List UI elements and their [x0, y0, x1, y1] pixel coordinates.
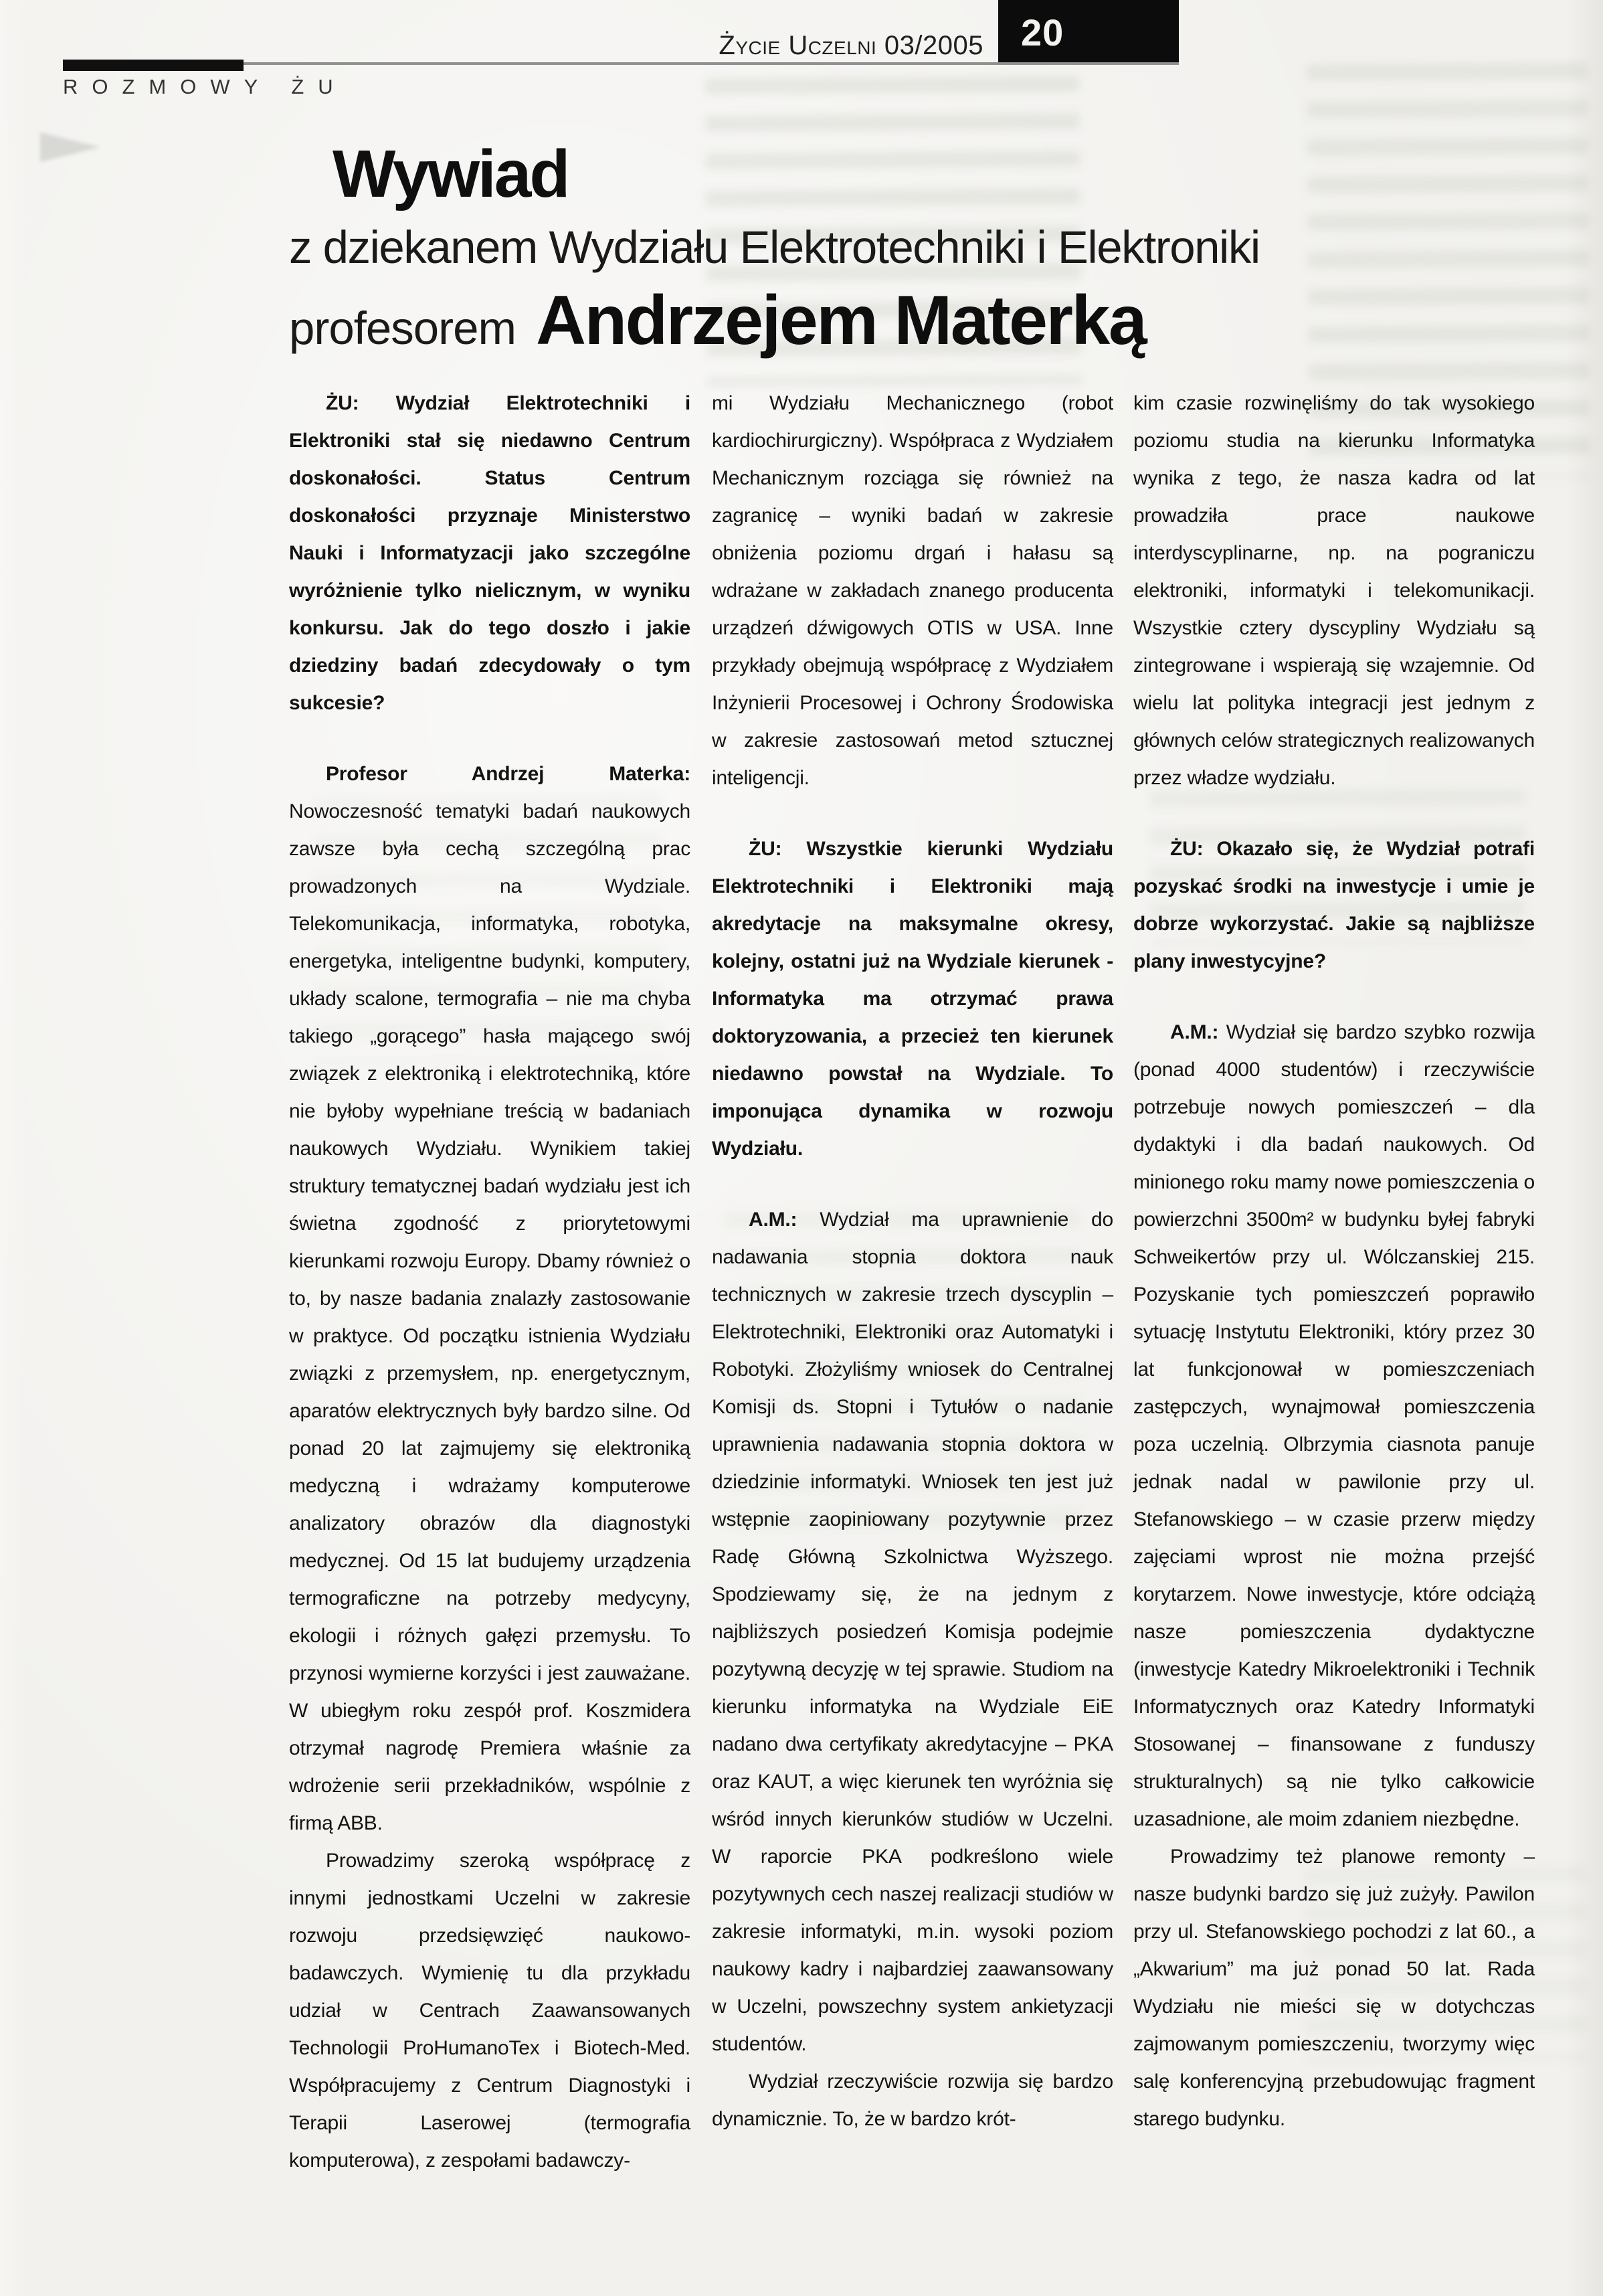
paragraph: kim czasie rozwinęliśmy do tak wysokiego poziomu studia na kierunku Informatyka wynika z tego, że nasza kadra od lat prowadziła prace naukowe interdyscyplinarne, np. na pograniczu elektroniki, informatyki i telekomunikacji. Wszystkie cztery dyscypliny Wydziału są zintegrowane i wspierają się wzajemnie. Od wielu lat polityka integracji jest jednym z głównych celów strategicznych realizowanych przez władze wydziału. [1133, 392, 1535, 789]
speaker-label: A.M.: [749, 1209, 820, 1231]
paragraph: Profesor Andrzej Materka: Nowoczesność tematyki badań naukowych zawsze była cechą szczególną prac prowadzonych na Wydziale. Telekomunikacja, informatyka, robotyka, energetyka, inteligentne budynki, komputery, układy scalone, termografia – nie ma chyba takiego „gorącego” hasła mającego swój związek z elektroniką i elektrotechniką, które nie byłoby wypełniane treścią w badaniach naukowych Wydziału. Wynikiem takiej struktury tematycznej badań wydziału jest ich świetna zgodność z priorytetowymi kierunkami rozwoju Europy. Dbamy również o to, by nasze badania znalazły zastosowanie w praktyce. Od początku istnienia Wydziału związki z przemysłem, np. energetycznym, aparatów elektrycznych były bardzo silne. Od ponad 20 lat zajmujemy się elektroniką medyczną i wdrażamy komputerowe analizatory obrazów dla diagnostyki medycznej. Od 15 lat budujemy urządzenia termograficzne na potrzeby medycyny, ekologii i różnych gałęzi przemysłu. To przynosi wymierne korzyści i jest zauważane. W ubiegłym roku zespół prof. Koszmidera otrzymał nagrodę Premiera właśnie za wdrożenie serii przekładników, wspólnie z firmą ABB. [289, 763, 690, 1834]
paragraph: ŻU: Okazało się, że Wydział potrafi pozyskać środki na inwestycje i umie je dobrze wykorzystać. Jakie są najbliższe plany inwestycyjne? [1133, 838, 1535, 972]
page-number-box [998, 0, 1179, 65]
article-title-line3 [289, 281, 1145, 361]
text-column-1 [289, 385, 690, 2180]
paragraph: A.M.: Wydział się bardzo szybko rozwija (ponad 4000 studentów) i rzeczywiście potrzebuje nowych pomieszczeń – dla dydaktyki i dla badań naukowych. Od minionego roku mamy nowe pomieszczenia o powierzchni 3500m² w budynku byłej fabryki Schweikertów przy ul. Wólczanskiej 215. Pozyskanie tych pomieszczeń poprawiło sytuację Instytutu Elektroniki, który przez 30 lat funkcjonował w pomieszczeniach zastępczych, wynajmował pomieszczenia poza uczelnią. Olbrzymia ciasnota panuje jednak nadal w pawilonie przy ul. Stefanowskiego – w czasie przerw między zajęciami wprost nie można przejść korytarzem. Nowe inwestycje, które odciążą nasze pomieszczenia dydaktyczne (inwestycje Katedry Mikroelektroniki i Technik Informatycznych oraz Katedry Informatyki Stosowanej – finansowane z funduszy strukturalnych) są nie tylko całkowicie uzasadnione, ale moim zdaniem niezbędne. [1133, 1021, 1535, 1830]
header-rule [241, 62, 1179, 65]
section-divider-bar [63, 60, 244, 71]
paragraph: Wydział rzeczywiście rozwija się bardzo dynamicznie. To, że w bardzo krót- [712, 2070, 1113, 2130]
scan-corner-artifact [40, 133, 100, 162]
page-number: 20 [1021, 11, 1064, 54]
paragraph: ŻU: Wszystkie kierunki Wydziału Elektrotechniki i Elektroniki mają akredytacje na maksymalne okresy, kolejny, ostatni już na Wydziale kierunek - Informatyka ma otrzymać prawa doktoryzowania, a przecież ten kierunek niedawno powstał na Wydziale. To imponująca dynamika w rozwoju Wydziału. [712, 838, 1113, 1160]
text-column-2 [712, 385, 1113, 2138]
magazine-name: Życie Uczelni [719, 31, 877, 60]
magazine-issue: 03/2005 [884, 31, 983, 60]
section-label: ROZMOWY ŻU [63, 75, 347, 98]
text-column-3 [1133, 385, 1535, 2138]
article-title-line3-name: Andrzejem Materką [535, 282, 1146, 359]
speaker-label: Profesor Andrzej Materka: [326, 763, 690, 785]
article-title-line3-light: profesorem [289, 302, 516, 354]
magazine-title [636, 31, 983, 61]
article-title-line1: Wywiad [333, 137, 569, 211]
paragraph: Prowadzimy też planowe remonty – nasze budynki bardzo się już zużyły. Pawilon przy ul. Stefanowskiego pochodzi z lat 60., a „Akwarium” ma już ponad 50 lat. Rada Wydziału nie mieści się w dotychczas zajmowanym pomieszczeniu, tworzymy więc salę konferencyjną przebudowując fragment starego budynku. [1133, 1846, 1535, 2130]
article-title-line2: z dziekanem Wydziału Elektrotechniki i Elektroniki [289, 222, 1260, 273]
paragraph: mi Wydziału Mechanicznego (robot kardiochirurgiczny). Współpraca z Wydziałem Mechanicznym rozciąga się również na zagranicę – wyniki badań w zakresie obniżenia poziomu drgań i hałasu są wdrażane w zakładach znanego producenta urządzeń dźwigowych OTIS w USA. Inne przykłady obejmują współpracę z Wydziałem Inżynierii Procesowej i Ochrony Środowiska w zakresie zastosowań metod sztucznej inteligencji. [712, 392, 1113, 789]
paragraph: ŻU: Wydział Elektrotechniki i Elektroniki stał się niedawno Centrum doskonałości. Status Centrum doskonałości przyznaje Ministerstwo Nauki i Informatyzacji jako szczególne wyróżnienie tylko nielicznym, w wyniku konkursu. Jak do tego doszło i jakie dziedziny badań zdecydowały o tym sukcesie? [289, 392, 690, 714]
speaker-label: A.M.: [1170, 1021, 1226, 1043]
paragraph: A.M.: Wydział ma uprawnienie do nadawania stopnia doktora nauk technicznych w zakresie trzech dyscyplin – Elektrotechniki, Elektroniki oraz Automatyki i Robotyki. Złożyliśmy wniosek do Centralnej Komisji ds. Stopni i Tytułów o nadanie uprawnienia nadawania stopnia doktora w dziedzinie informatyki. Wniosek ten jest już wstępnie zaopiniowany pozytywnie przez Radę Główną Szkolnictwa Wyższego. Spodziewamy się, że na jednym z najbliższych posiedzeń Komisja podejmie pozytywną decyzję w tej sprawie. Studiom na kierunku informatyka na Wydziale EiE nadano dwa certyfikaty akredytacyjne – PKA oraz KAUT, a więc kierunek ten wyróżnia się wśród innych kierunków studiów w Uczelni. W raporcie PKA podkreślono wiele pozytywnych cech naszej realizacji studiów w zakresie informatyki, m.in. wysoki poziom naukowy kadry i najbardziej zaawansowany w Uczelni, powszechny system ankietyzacji studentów. [712, 1209, 1114, 2055]
paragraph: Prowadzimy szeroką współpracę z innymi jednostkami Uczelni w zakresie rozwoju przedsięwzięć naukowo-badawczych. Wymienię tu dla przykładu udział w Centrach Zaawansowanych Technologii ProHumanoTex i Biotech-Med. Współpracujemy z Centrum Diagnostyki i Terapii Laserowej (termografia komputerowa), z zespołami badawczy- [289, 1850, 690, 2172]
